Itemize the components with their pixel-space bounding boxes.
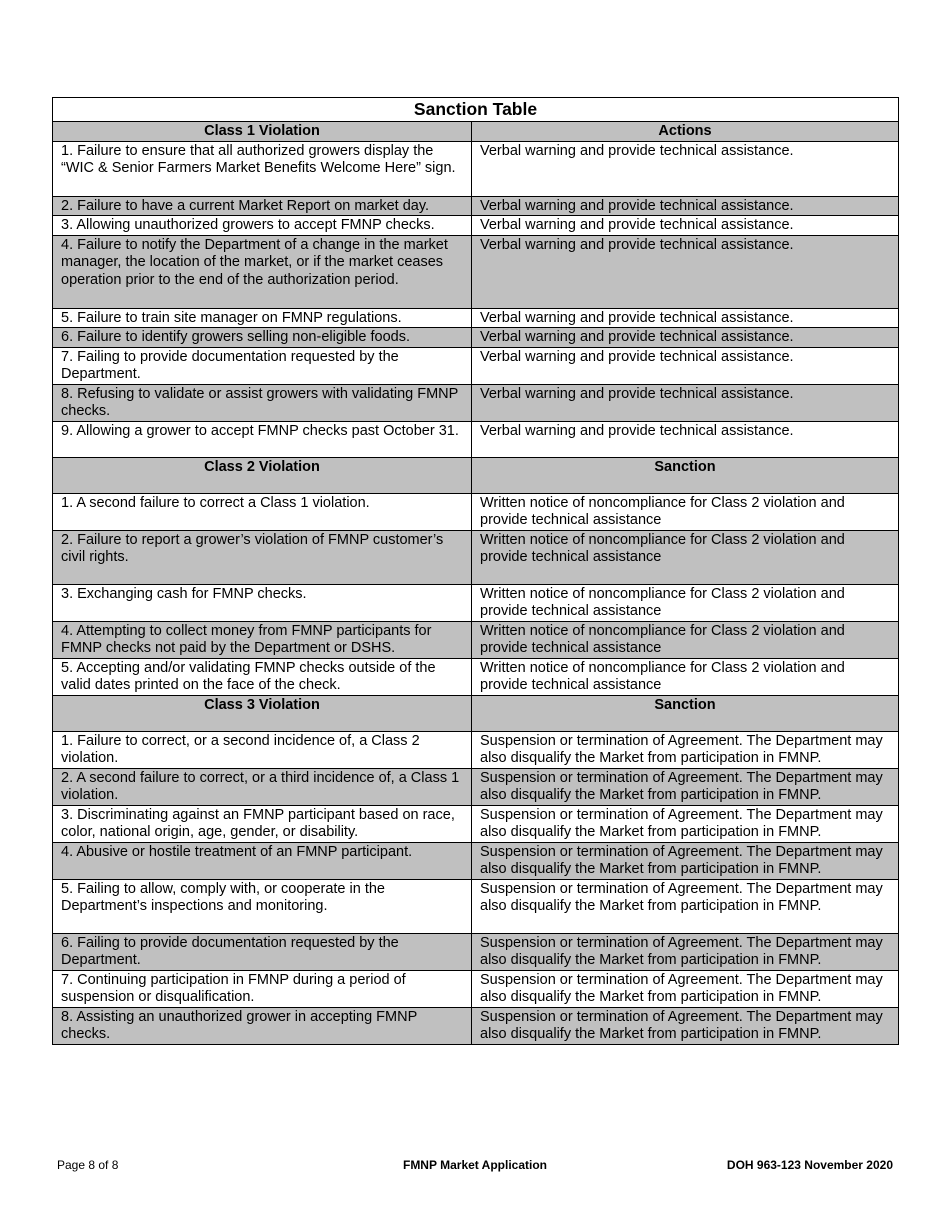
table-row: [53, 421, 899, 457]
table-title: Sanction Table: [53, 98, 899, 122]
class3-violation-cell: 2. A second failure to correct, or a third incidence of, a Class 1 violation.: [53, 768, 472, 805]
class2-header-action: Sanction: [472, 457, 899, 493]
class1-action-cell: Verbal warning and provide technical assistance.: [472, 196, 899, 216]
class1-action-cell: Verbal warning and provide technical assistance.: [472, 384, 899, 421]
class3-violation-cell: 4. Abusive or hostile treatment of an FMNP participant.: [53, 842, 472, 879]
class2-header-violation: Class 2 Violation: [53, 457, 472, 493]
table-row: [53, 235, 899, 308]
table-row: [53, 805, 899, 842]
form-id: DOH 963-123 November 2020: [726, 1158, 893, 1172]
class1-violation-cell: 9. Allowing a grower to accept FMNP checks past October 31.: [53, 421, 472, 457]
class1-action-cell: Verbal warning and provide technical assistance.: [472, 141, 899, 196]
sanction-table: [52, 97, 899, 1045]
class3-action-cell: Suspension or termination of Agreement. The Department may also disqualify the Market from participation in FMNP.: [472, 805, 899, 842]
class3-action-cell: Suspension or termination of Agreement. The Department may also disqualify the Market from participation in FMNP.: [472, 879, 899, 933]
table-row: [53, 768, 899, 805]
class3-action-cell: Suspension or termination of Agreement. The Department may also disqualify the Market from participation in FMNP.: [472, 933, 899, 970]
class3-violation-cell: 6. Failing to provide documentation requested by the Department.: [53, 933, 472, 970]
class1-violation-cell: 5. Failure to train site manager on FMNP regulations.: [53, 308, 472, 328]
table-row: [53, 308, 899, 328]
class1-violation-cell: 1. Failure to ensure that all authorized growers display the “WIC & Senior Farmers Market Benefits Welcome Here” sign.: [53, 141, 472, 196]
table-row: [53, 196, 899, 216]
class3-violation-cell: 3. Discriminating against an FMNP participant based on race, color, national origin, age, gender, or disability.: [53, 805, 472, 842]
class3-violation-cell: 8. Assisting an unauthorized grower in accepting FMNP checks.: [53, 1007, 472, 1044]
class1-violation-cell: 8. Refusing to validate or assist growers with validating FMNP checks.: [53, 384, 472, 421]
class3-violation-cell: 5. Failing to allow, comply with, or cooperate in the Department’s inspections and monitoring.: [53, 879, 472, 933]
table-row: [53, 933, 899, 970]
class2-header-row: [53, 457, 899, 493]
class3-action-cell: Suspension or termination of Agreement. The Department may also disqualify the Market from participation in FMNP.: [472, 842, 899, 879]
table-row: [53, 216, 899, 236]
class1-action-cell: Verbal warning and provide technical assistance.: [472, 308, 899, 328]
class1-action-cell: Verbal warning and provide technical assistance.: [472, 235, 899, 308]
class3-violation-cell: 7. Continuing participation in FMNP during a period of suspension or disqualification.: [53, 970, 472, 1007]
class2-violation-cell: 5. Accepting and/or validating FMNP checks outside of the valid dates printed on the face of the check.: [53, 658, 472, 695]
class3-action-cell: Suspension or termination of Agreement. The Department may also disqualify the Market from participation in FMNP.: [472, 970, 899, 1007]
class3-header-row: [53, 695, 899, 731]
class1-violation-cell: 2. Failure to have a current Market Report on market day.: [53, 196, 472, 216]
class2-action-cell: Written notice of noncompliance for Class 2 violation and provide technical assistance: [472, 530, 899, 584]
class2-action-cell: Written notice of noncompliance for Class 2 violation and provide technical assistance: [472, 658, 899, 695]
class3-action-cell: Suspension or termination of Agreement. The Department may also disqualify the Market from participation in FMNP.: [472, 731, 899, 768]
class1-header-row: [53, 122, 899, 142]
table-row: [53, 970, 899, 1007]
table-row: [53, 530, 899, 584]
class1-violation-cell: 3. Allowing unauthorized growers to accept FMNP checks.: [53, 216, 472, 236]
table-row: [53, 1007, 899, 1044]
class2-violation-cell: 4. Attempting to collect money from FMNP participants for FMNP checks not paid by the Department or DSHS.: [53, 621, 472, 658]
table-row: [53, 493, 899, 530]
class2-action-cell: Written notice of noncompliance for Class 2 violation and provide technical assistance: [472, 584, 899, 621]
class1-header-action: Actions: [472, 122, 899, 142]
class3-action-cell: Suspension or termination of Agreement. The Department may also disqualify the Market from participation in FMNP.: [472, 1007, 899, 1044]
table-row: [53, 621, 899, 658]
class2-violation-cell: 2. Failure to report a grower’s violation of FMNP customer’s civil rights.: [53, 530, 472, 584]
class3-header-violation: Class 3 Violation: [53, 695, 472, 731]
class3-violation-cell: 1. Failure to correct, or a second incidence of, a Class 2 violation.: [53, 731, 472, 768]
class1-action-cell: Verbal warning and provide technical assistance.: [472, 328, 899, 348]
table-row: [53, 584, 899, 621]
class3-header-action: Sanction: [472, 695, 899, 731]
footer-title: FMNP Market Application: [402, 1158, 548, 1172]
table-row: [53, 842, 899, 879]
page-number: Page 8 of 8: [57, 1158, 119, 1172]
class1-violation-cell: 4. Failure to notify the Department of a change in the market manager, the location of the market, or if the market ceases operation prior to the end of the authorization period.: [53, 235, 472, 308]
table-row: [53, 731, 899, 768]
class2-action-cell: Written notice of noncompliance for Class 2 violation and provide technical assistance: [472, 621, 899, 658]
class2-violation-cell: 3. Exchanging cash for FMNP checks.: [53, 584, 472, 621]
class1-header-violation: Class 1 Violation: [53, 122, 472, 142]
table-row: [53, 328, 899, 348]
table-row: [53, 141, 899, 196]
class1-action-cell: Verbal warning and provide technical assistance.: [472, 216, 899, 236]
class1-violation-cell: 6. Failure to identify growers selling non-eligible foods.: [53, 328, 472, 348]
class1-violation-cell: 7. Failing to provide documentation requested by the Department.: [53, 347, 472, 384]
class1-action-cell: Verbal warning and provide technical assistance.: [472, 347, 899, 384]
class2-action-cell: Written notice of noncompliance for Class 2 violation and provide technical assistance: [472, 493, 899, 530]
table-row: [53, 347, 899, 384]
table-row: [53, 658, 899, 695]
table-title-row: [53, 98, 899, 122]
table-row: [53, 879, 899, 933]
class1-action-cell: Verbal warning and provide technical assistance.: [472, 421, 899, 457]
class3-action-cell: Suspension or termination of Agreement. The Department may also disqualify the Market from participation in FMNP.: [472, 768, 899, 805]
table-row: [53, 384, 899, 421]
class2-violation-cell: 1. A second failure to correct a Class 1 violation.: [53, 493, 472, 530]
